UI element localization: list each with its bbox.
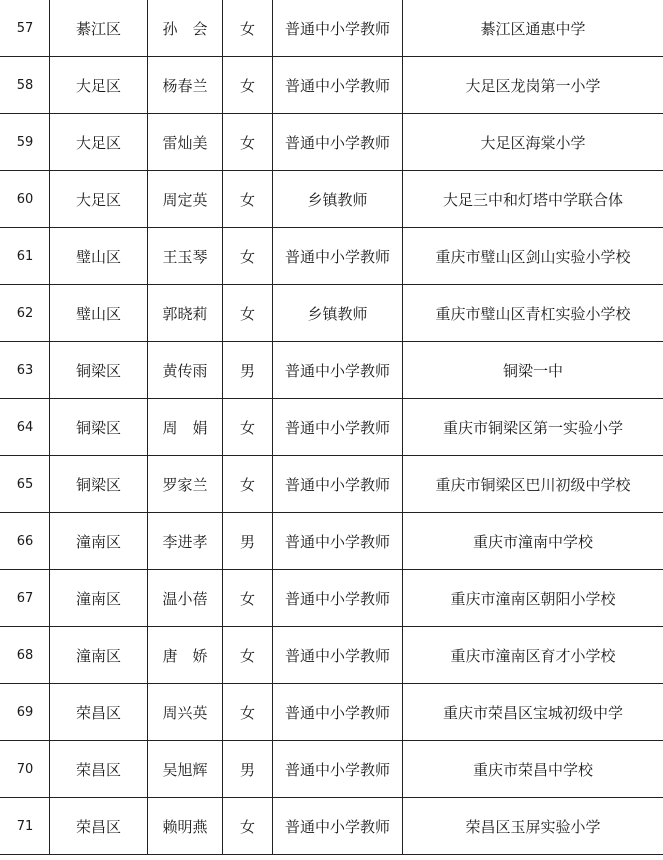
table-row <box>1 114 663 171</box>
school-cell: 重庆市璧山区青杠实验小学校 <box>403 285 663 342</box>
teacher-name-cell: 周定英 <box>148 171 223 228</box>
school-cell: 重庆市璧山区剑山实验小学校 <box>403 228 663 285</box>
category-cell: 乡镇教师 <box>273 285 403 342</box>
table-row <box>1 399 663 456</box>
school-cell: 重庆市铜梁区巴川初级中学校 <box>403 456 663 513</box>
category-cell: 乡镇教师 <box>273 171 403 228</box>
row-number-cell: 69 <box>1 684 50 741</box>
school-cell: 重庆市潼南区朝阳小学校 <box>403 570 663 627</box>
district-cell: 荣昌区 <box>50 684 148 741</box>
school-cell: 铜梁一中 <box>403 342 663 399</box>
category-cell: 普通中小学教师 <box>273 741 403 798</box>
gender-cell: 女 <box>223 570 273 627</box>
category-cell: 普通中小学教师 <box>273 228 403 285</box>
teacher-name-cell: 郭晓莉 <box>148 285 223 342</box>
row-number-cell: 68 <box>1 627 50 684</box>
gender-cell: 男 <box>223 741 273 798</box>
school-cell: 綦江区通惠中学 <box>403 0 663 57</box>
school-cell: 重庆市潼南中学校 <box>403 513 663 570</box>
category-cell: 普通中小学教师 <box>273 570 403 627</box>
gender-cell: 女 <box>223 627 273 684</box>
category-cell: 普通中小学教师 <box>273 342 403 399</box>
table-row <box>1 0 663 57</box>
teacher-name-cell: 王玉琴 <box>148 228 223 285</box>
category-cell: 普通中小学教师 <box>273 114 403 171</box>
table-row <box>1 456 663 513</box>
teacher-name-cell: 李进孝 <box>148 513 223 570</box>
category-cell: 普通中小学教师 <box>273 513 403 570</box>
table-row <box>1 627 663 684</box>
row-number-cell: 59 <box>1 114 50 171</box>
district-cell: 大足区 <box>50 171 148 228</box>
category-cell: 普通中小学教师 <box>273 627 403 684</box>
school-cell: 重庆市潼南区育才小学校 <box>403 627 663 684</box>
gender-cell: 男 <box>223 513 273 570</box>
row-number-cell: 60 <box>1 171 50 228</box>
gender-cell: 女 <box>223 114 273 171</box>
teacher-name-cell: 孙 会 <box>148 0 223 57</box>
gender-cell: 女 <box>223 684 273 741</box>
district-cell: 铜梁区 <box>50 399 148 456</box>
school-cell: 重庆市荣昌区宝城初级中学 <box>403 684 663 741</box>
district-cell: 綦江区 <box>50 0 148 57</box>
gender-cell: 女 <box>223 399 273 456</box>
district-cell: 荣昌区 <box>50 798 148 855</box>
teacher-name-cell: 赖明燕 <box>148 798 223 855</box>
row-number-cell: 65 <box>1 456 50 513</box>
gender-cell: 女 <box>223 228 273 285</box>
row-number-cell: 63 <box>1 342 50 399</box>
row-number-cell: 57 <box>1 0 50 57</box>
gender-cell: 女 <box>223 285 273 342</box>
teacher-name-cell: 唐 娇 <box>148 627 223 684</box>
row-number-cell: 64 <box>1 399 50 456</box>
teacher-name-cell: 雷灿美 <box>148 114 223 171</box>
table-row <box>1 342 663 399</box>
table-row <box>1 228 663 285</box>
category-cell: 普通中小学教师 <box>273 684 403 741</box>
category-cell: 普通中小学教师 <box>273 456 403 513</box>
gender-cell: 女 <box>223 798 273 855</box>
table-row <box>1 171 663 228</box>
district-cell: 大足区 <box>50 57 148 114</box>
district-cell: 潼南区 <box>50 627 148 684</box>
district-cell: 潼南区 <box>50 570 148 627</box>
teacher-name-cell: 周兴英 <box>148 684 223 741</box>
district-cell: 潼南区 <box>50 513 148 570</box>
district-cell: 璧山区 <box>50 228 148 285</box>
table-row <box>1 57 663 114</box>
teacher-name-cell: 吴旭辉 <box>148 741 223 798</box>
district-cell: 荣昌区 <box>50 741 148 798</box>
gender-cell: 女 <box>223 57 273 114</box>
school-cell: 重庆市荣昌中学校 <box>403 741 663 798</box>
school-cell: 荣昌区玉屏实验小学 <box>403 798 663 855</box>
school-cell: 大足区龙岗第一小学 <box>403 57 663 114</box>
table-row <box>1 285 663 342</box>
gender-cell: 女 <box>223 171 273 228</box>
teacher-name-cell: 温小蓓 <box>148 570 223 627</box>
district-cell: 铜梁区 <box>50 456 148 513</box>
district-cell: 铜梁区 <box>50 342 148 399</box>
district-cell: 璧山区 <box>50 285 148 342</box>
teacher-name-cell: 周 娟 <box>148 399 223 456</box>
gender-cell: 女 <box>223 0 273 57</box>
row-number-cell: 58 <box>1 57 50 114</box>
teacher-name-cell: 杨春兰 <box>148 57 223 114</box>
category-cell: 普通中小学教师 <box>273 798 403 855</box>
row-number-cell: 66 <box>1 513 50 570</box>
gender-cell: 男 <box>223 342 273 399</box>
district-cell: 大足区 <box>50 114 148 171</box>
table-row <box>1 798 663 855</box>
teacher-name-cell: 黄传雨 <box>148 342 223 399</box>
school-cell: 大足三中和灯塔中学联合体 <box>403 171 663 228</box>
teacher-name-cell: 罗家兰 <box>148 456 223 513</box>
school-cell: 重庆市铜梁区第一实验小学 <box>403 399 663 456</box>
row-number-cell: 70 <box>1 741 50 798</box>
category-cell: 普通中小学教师 <box>273 0 403 57</box>
gender-cell: 女 <box>223 456 273 513</box>
table-row <box>1 570 663 627</box>
table-row <box>1 741 663 798</box>
category-cell: 普通中小学教师 <box>273 399 403 456</box>
row-number-cell: 62 <box>1 285 50 342</box>
school-cell: 大足区海棠小学 <box>403 114 663 171</box>
row-number-cell: 67 <box>1 570 50 627</box>
roster-body <box>1 0 663 855</box>
table-row <box>1 684 663 741</box>
table-row <box>1 513 663 570</box>
row-number-cell: 61 <box>1 228 50 285</box>
row-number-cell: 71 <box>1 798 50 855</box>
category-cell: 普通中小学教师 <box>273 57 403 114</box>
